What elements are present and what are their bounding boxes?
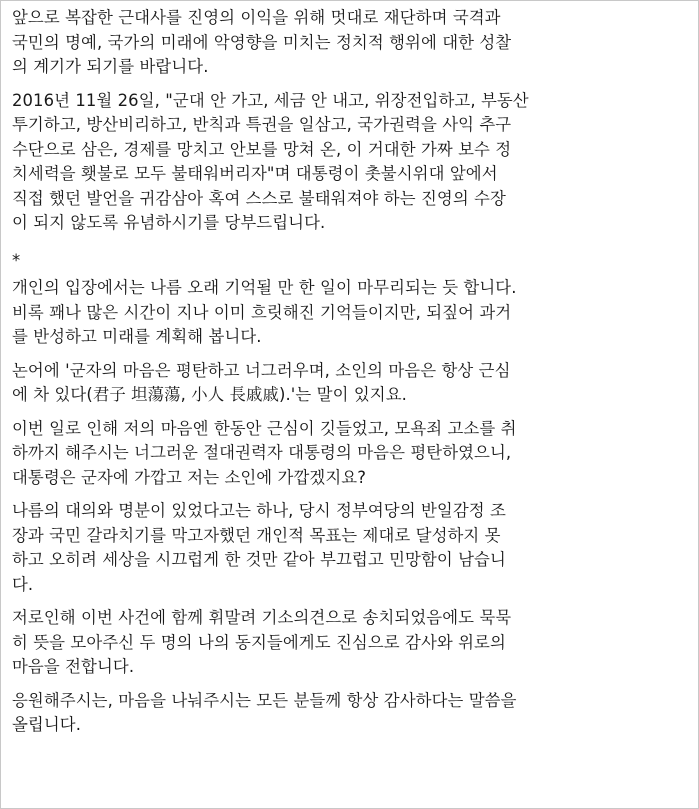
text-line: 직접 했던 발언을 귀감삼아 혹여 스스로 불태워져야 하는 진영의 수장 (12, 188, 506, 208)
post-body (12, 6, 692, 738)
separator-asterisk: * (12, 250, 21, 270)
text-line: 저로인해 이번 사건에 함께 휘말려 기소의견으로 송치되었음에도 묵묵 (12, 608, 512, 627)
text-line: 이 되지 않도록 유념하시기를 당부드립니다. (12, 213, 326, 232)
text-line: 를 반성하고 미래를 계획해 봅니다. (12, 327, 262, 346)
text-line: 다. (12, 574, 34, 594)
text-line: 응원해주시는, 마음을 나눠주시는 모든 분들께 항상 감사하다는 말씀을 (12, 690, 517, 710)
text-line: 국민의 명예, 국가의 미래에 악영향을 미치는 정치적 행위에 대한 성찰 (12, 32, 512, 52)
text-line: 수단으로 삼은, 경제를 망치고 안보를 망쳐 온, 이 거대한 가짜 보수 정 (12, 139, 512, 159)
text-line: 마음을 전합니다. (12, 657, 135, 676)
paragraph-worry (12, 417, 692, 491)
paragraph-comrades (12, 606, 692, 680)
paragraph-cause (12, 499, 692, 597)
text-line: 개인의 입장에서는 나름 오래 기억될 만 한 일이 마무리되는 듯 합니다. (12, 278, 517, 297)
paragraph-quote-2016 (12, 89, 692, 236)
text-line: 장과 국민 갈라치기를 막고자했던 개인적 목표는 제대로 달성하지 못 (12, 525, 501, 545)
paragraph-thanks (12, 689, 692, 738)
text-line: 의 계기가 되기를 바랍니다. (12, 57, 209, 76)
text-line: 비록 꽤나 많은 시간이 지나 이미 흐릿해진 기억들이지만, 되짚어 과거 (12, 302, 512, 322)
paragraph-personal (12, 276, 692, 350)
paragraph-analects (12, 359, 692, 408)
text-line: 이번 일로 인해 저의 마음엔 한동안 근심이 깃들었고, 모욕죄 고소를 취 (12, 418, 517, 438)
text-line: 투기하고, 방산비리하고, 반칙과 특권을 일삼고, 국가권력을 사익 추구 (12, 115, 512, 134)
text-line: 하까지 해주시는 너그러운 절대권력자 대통령의 마음은 평탄하였으니, (12, 443, 512, 462)
text-line: 대통령은 군자에 가깝고 저는 소인에 가깝겠지요? (12, 467, 367, 487)
section-separator (12, 249, 692, 274)
paragraph-reflection (12, 6, 692, 80)
text-line: 치세력을 횃불로 모두 불태워버리자"며 대통령이 촛불시위대 앞에서 (12, 164, 498, 183)
text-line: 나름의 대의와 명분이 있었다고는 하나, 당시 정부여당의 반일감정 조 (12, 501, 506, 520)
text-line: 논어에 '군자의 마음은 평탄하고 너그러우며, 소인의 마음은 항상 근심 (12, 360, 511, 380)
text-line: 하고 오히려 세상을 시끄럽게 한 것만 같아 부끄럽고 민망함이 남습니 (12, 550, 506, 569)
text-line: 히 뜻을 모아주신 두 명의 나의 동지들에게도 진심으로 감사와 위로의 (12, 632, 506, 652)
text-line: 에 차 있다(君子 坦蕩蕩, 小人 長戚戚).'는 말이 있지요. (12, 385, 407, 404)
text-line: 앞으로 복잡한 근대사를 진영의 이익을 위해 멋대로 재단하며 국격과 (12, 8, 501, 27)
text-line: 올립니다. (12, 715, 82, 734)
text-line: 2016년 11월 26일, "군대 안 가고, 세금 안 내고, 위장전입하고, 부동산 (12, 90, 529, 110)
